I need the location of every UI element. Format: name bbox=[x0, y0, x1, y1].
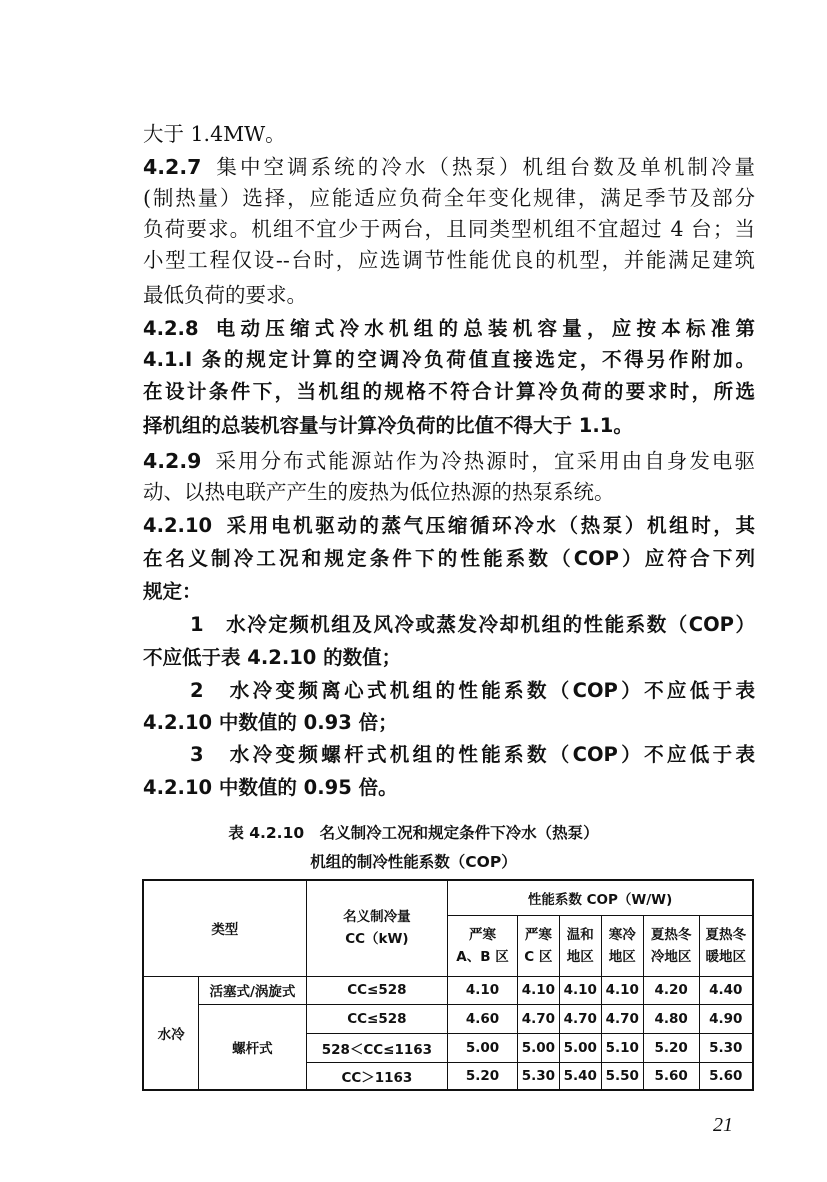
table-row bbox=[143, 976, 753, 1004]
value-cell: 5.60 bbox=[643, 1062, 699, 1090]
clause-number: 4.2.7 bbox=[143, 155, 202, 179]
text-line: 动、以热电联产产生的废热为低位热源的热泵系统。 bbox=[143, 480, 615, 504]
value-cell: 4.80 bbox=[643, 1004, 699, 1033]
text-line: 择机组的总装机容量与计算冷负荷的比值不得大于 1.1。 bbox=[143, 414, 633, 437]
text-line: (制热量）选择，应能适应负荷全年变化规律，满足季节及部分 bbox=[143, 186, 755, 210]
clause-number: 4.2.10 bbox=[143, 514, 213, 537]
subtype-cell: 活塞式/涡旋式 bbox=[199, 976, 306, 1004]
text-line: 大于 1.4MW。 bbox=[143, 122, 286, 146]
list-item-3: 3 水冷变频螺杆式机组的性能系数（COP）不应低于表 bbox=[190, 743, 755, 766]
value-cell: 4.10 bbox=[559, 976, 601, 1004]
zone-header: 严寒 C 区 bbox=[517, 915, 559, 976]
value-cell: 5.50 bbox=[601, 1062, 643, 1090]
list-item-1: 1 水冷定频机组及风冷或蒸发冷却机组的性能系数（COP） bbox=[190, 613, 755, 636]
text-line: 在设计条件下，当机组的规格不符合计算冷负荷的要求时，所选 bbox=[143, 380, 755, 403]
zone-header: 温和 地区 bbox=[559, 915, 601, 976]
zone-header: 寒冷 地区 bbox=[601, 915, 643, 976]
text-line: 小型工程仅设--台时，应选调节性能优良的机型，并能满足建筑 bbox=[143, 248, 755, 272]
value-cell: 4.70 bbox=[517, 1004, 559, 1033]
value-cell: 5.10 bbox=[601, 1033, 643, 1062]
list-item-2: 2 水冷变频离心式机组的性能系数（COP）不应低于表 bbox=[190, 679, 755, 702]
value-cell: 4.40 bbox=[699, 976, 753, 1004]
col-cc-label: 名义制冷量 bbox=[343, 909, 411, 926]
value-cell: 5.00 bbox=[517, 1033, 559, 1062]
value-cell: 4.70 bbox=[601, 1004, 643, 1033]
table-caption-line1: 表 4.2.10 名义制冷工况和规定条件下冷水（热泵） bbox=[228, 824, 599, 842]
page-number: 21 bbox=[713, 1114, 733, 1136]
clause-4-2-10 bbox=[143, 512, 755, 540]
cop-table bbox=[142, 879, 754, 1091]
value-cell: 5.20 bbox=[448, 1062, 518, 1090]
cc-cell: CC≤528 bbox=[306, 1004, 448, 1033]
table-caption-line2: 机组的制冷性能系数（COP） bbox=[310, 853, 517, 871]
clause-text: 采用分布式能源站作为冷热源时，宜采用由自身发电驱 bbox=[213, 449, 755, 473]
group-cell: 水冷 bbox=[143, 976, 199, 1090]
value-cell: 5.00 bbox=[448, 1033, 518, 1062]
clause-text: 电动压缩式冷水机组的总装机容量，应按本标准第 bbox=[210, 317, 755, 340]
clause-number: 4.2.9 bbox=[143, 449, 202, 473]
text-line: 规定： bbox=[143, 580, 202, 603]
cc-cell: CC≤528 bbox=[306, 976, 448, 1004]
value-cell: 5.30 bbox=[517, 1062, 559, 1090]
zone-header: 夏热冬 冷地区 bbox=[643, 915, 699, 976]
value-cell: 4.10 bbox=[601, 976, 643, 1004]
cc-cell: 528＜CC≤1163 bbox=[306, 1033, 448, 1062]
clause-text: 采用电机驱动的蒸气压缩循环冷水（热泵）机组时，其 bbox=[224, 514, 755, 537]
text-line: 4.2.10 中数值的 0.95 倍。 bbox=[143, 776, 398, 799]
value-cell: 4.20 bbox=[643, 976, 699, 1004]
value-cell: 5.20 bbox=[643, 1033, 699, 1062]
zone-header: 夏热冬 暖地区 bbox=[699, 915, 753, 976]
value-cell: 5.30 bbox=[699, 1033, 753, 1062]
value-cell: 4.70 bbox=[559, 1004, 601, 1033]
table-row bbox=[143, 1004, 753, 1033]
value-cell: 5.00 bbox=[559, 1033, 601, 1062]
text-line: 4.1.I 条的规定计算的空调冷负荷值直接选定，不得另作附加。 bbox=[143, 348, 755, 371]
col-cc-unit: CC（kW) bbox=[345, 931, 409, 948]
col-cc-header bbox=[306, 880, 448, 976]
clause-number: 4.2.8 bbox=[143, 317, 199, 340]
subtype-cell: 螺杆式 bbox=[199, 1004, 306, 1090]
text-line: 负荷要求。机组不宜少于两台，且同类型机组不宜超过 4 台；当 bbox=[143, 217, 755, 241]
text-line: 最低负荷的要求。 bbox=[143, 283, 307, 307]
zone-header: 严寒 A、B 区 bbox=[448, 915, 518, 976]
value-cell: 4.10 bbox=[448, 976, 518, 1004]
text-line: 4.2.10 中数值的 0.93 倍； bbox=[143, 711, 398, 734]
text-line: 在名义制冷工况和规定条件下的性能系数（COP）应符合下列 bbox=[143, 547, 755, 570]
value-cell: 4.90 bbox=[699, 1004, 753, 1033]
text-line: 不应低于表 4.2.10 的数值； bbox=[143, 646, 402, 669]
value-cell: 4.10 bbox=[517, 976, 559, 1004]
cc-cell: CC＞1163 bbox=[306, 1062, 448, 1090]
col-type-header: 类型 bbox=[143, 880, 306, 976]
table-header-row bbox=[143, 880, 753, 915]
value-cell: 5.40 bbox=[559, 1062, 601, 1090]
clause-4-2-7 bbox=[143, 153, 755, 181]
value-cell: 5.60 bbox=[699, 1062, 753, 1090]
col-cop-group-header: 性能系数 COP（W/W) bbox=[448, 880, 753, 915]
clause-4-2-9 bbox=[143, 447, 755, 475]
value-cell: 4.60 bbox=[448, 1004, 518, 1033]
clause-text: 集中空调系统的冷水（热泵）机组台数及单机制冷量 bbox=[213, 155, 755, 179]
clause-4-2-8 bbox=[143, 315, 755, 343]
